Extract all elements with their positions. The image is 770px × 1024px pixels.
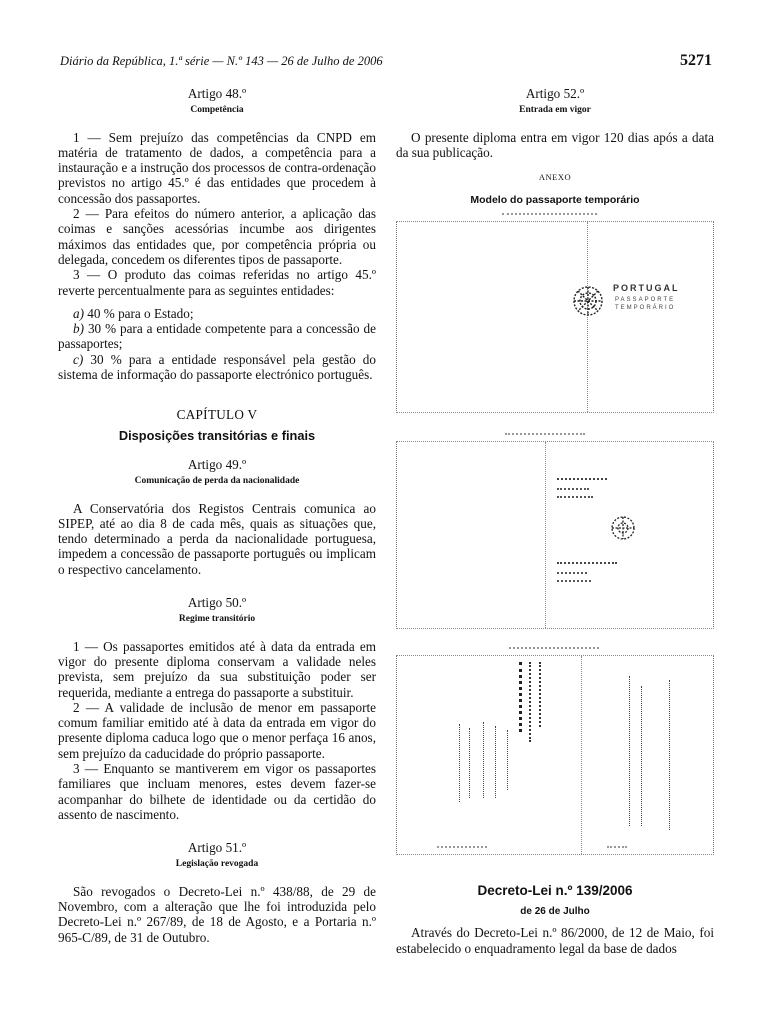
vertical-text-block bbox=[483, 722, 484, 798]
article-50-para-3: 3 — Enquanto se mantiverem em vigor os passaportes familiares que incluam menores, estes devem fazer-se acompanhar do bilhete de identidade ou da certidão do assento de nascimento. bbox=[58, 760, 376, 822]
figure-caption-mark bbox=[607, 846, 627, 852]
article-52-para-1: O presente diploma entra em vigor 120 dias após a data da sua publicação. bbox=[396, 129, 714, 160]
article-52-heading: Artigo 52.º bbox=[525, 86, 585, 101]
article-51-para-1: São revogados o Decreto-Lei n.º 438/88, de 29 de Novembro, com a alteração que lhe foi introduzida pelo Decreto-Lei n.º 267/89, de 18 de Agosto, e a Portaria n.º 965-C/89, de 31 de Outubro. bbox=[58, 883, 376, 945]
figure-caption-mark bbox=[437, 846, 487, 852]
cover-subtype: TEMPORÁRIO bbox=[615, 304, 676, 311]
article-48-item-b bbox=[58, 321, 376, 352]
article-50-heading: Artigo 50.º bbox=[187, 595, 247, 611]
coat-of-arms-icon bbox=[567, 280, 609, 322]
page-number: 5271 bbox=[680, 52, 712, 69]
article-49-para-1: A Conservatória dos Registos Centrais comunica ao SIPEP, até ao dia 8 de cada mês, quais as situações que, tendo determinado a perda da nacionalidade portuguesa, impedem a concessão de passaporte português ou implicam o respectivo cancelamento. bbox=[58, 500, 376, 577]
left-column bbox=[58, 86, 376, 945]
article-48-item-c bbox=[58, 352, 376, 383]
article-48-item-a bbox=[58, 306, 376, 321]
article-50-para-1: 1 — Os passaportes emitidos até à data da entrada em vigor do presente diploma conservam a validade neles prevista, sem prejuízo da sua substituição poder ser requerida, mediante a entrega do passaporte a substituir. bbox=[58, 638, 376, 700]
item-text: 40 % para o Estado; bbox=[84, 305, 194, 321]
passport-cover-figure bbox=[396, 221, 714, 413]
inner-text-line bbox=[557, 488, 589, 490]
cover-country: PORTUGAL bbox=[613, 282, 680, 293]
figure-caption-mark bbox=[505, 433, 585, 439]
coat-of-arms-icon bbox=[607, 512, 639, 544]
vertical-text-block bbox=[529, 662, 531, 742]
item-text: 30 % para a entidade responsável pela gestão do sistema de informação do passaporte electrónico português. bbox=[58, 351, 376, 383]
vertical-text-block bbox=[641, 686, 642, 826]
article-48-para-1: 1 — Sem prejuízo das competências da CNPD em matéria de tratamento de dados, a competência para a instauração e a instrução dos processos de contra-ordenação previstos no artigo 45.º é das entidades que procedem à concessão dos passaportes. bbox=[58, 129, 376, 206]
inner-text-line bbox=[557, 478, 607, 480]
passport-inner-page-figure bbox=[396, 441, 714, 629]
annex-label: ANEXO bbox=[538, 172, 572, 183]
article-48-para-2: 2 — Para efeitos do número anterior, a aplicação das coimas e sanções acessórias incumbe aos dirigentes máximos das entidades que, por competência própria ou delegada, concedem os diferentes tipos de passaporte. bbox=[58, 206, 376, 267]
vertical-text-block bbox=[469, 728, 470, 798]
cover-type: PASSAPORTE bbox=[615, 296, 676, 303]
article-48-title: Competência bbox=[190, 105, 244, 116]
item-text: 30 % para a entidade competente para a concessão de passaportes; bbox=[58, 321, 376, 352]
page-header bbox=[60, 52, 712, 72]
passport-data-page-figure bbox=[396, 655, 714, 855]
article-50-title: Regime transitório bbox=[178, 614, 256, 625]
article-50-para-2: 2 — A validade de inclusão de menor em passaporte comum familiar emitido até à data da entrada em vigor do presente diploma caduca logo que o menor perfaça 16 anos, sem prejuízo da caducidade do próprio passaporte. bbox=[58, 699, 376, 761]
inner-text-line bbox=[557, 562, 617, 564]
inner-text-line bbox=[557, 496, 593, 498]
vertical-text-block bbox=[629, 676, 630, 826]
article-51-heading: Artigo 51.º bbox=[187, 840, 247, 856]
article-49-title: Comunicação de perda da nacionalidade bbox=[134, 476, 300, 487]
fold-line bbox=[581, 656, 582, 854]
figure-caption-mark bbox=[502, 213, 597, 219]
vertical-text-block bbox=[669, 680, 670, 830]
annex-title: Modelo do passaporte temporário bbox=[470, 194, 640, 207]
article-49-heading: Artigo 49.º bbox=[187, 456, 247, 472]
chapter-title: Disposições transitórias e finais bbox=[118, 427, 316, 443]
inner-text-line bbox=[557, 572, 587, 574]
article-51-title: Legislação revogada bbox=[175, 859, 259, 870]
journal-title: Diário da República, 1.ª série — N.º 143 — 26 de Julho de 2006 bbox=[60, 54, 383, 68]
inner-text-line bbox=[557, 580, 591, 582]
article-48-para-3: 3 — O produto das coimas referidas no artigo 45.º reverte percentualmente para as seguintes entidades: bbox=[58, 267, 376, 298]
vertical-text-block bbox=[539, 662, 541, 727]
decree-heading: Decreto-Lei n.º 139/2006 bbox=[477, 882, 633, 898]
decree-para-1: Através do Decreto-Lei n.º 86/2000, de 12 de Maio, foi estabelecido o enquadramento legal da base de dados bbox=[396, 925, 714, 956]
article-52-title: Entrada em vigor bbox=[519, 105, 591, 116]
fold-line bbox=[545, 442, 546, 628]
vertical-text-block bbox=[495, 726, 496, 798]
vertical-text-block bbox=[507, 730, 508, 790]
decree-date: de 26 de Julho bbox=[520, 906, 590, 918]
item-marker: a) bbox=[73, 305, 84, 321]
figure-caption-mark bbox=[509, 647, 599, 653]
article-48-heading: Artigo 48.º bbox=[187, 86, 247, 101]
right-column bbox=[396, 86, 714, 956]
vertical-text-block bbox=[519, 662, 522, 732]
vertical-text-block bbox=[459, 724, 460, 802]
item-marker: c) bbox=[73, 351, 84, 367]
chapter-heading: CAPÍTULO V bbox=[176, 407, 258, 423]
item-marker: b) bbox=[73, 321, 84, 337]
